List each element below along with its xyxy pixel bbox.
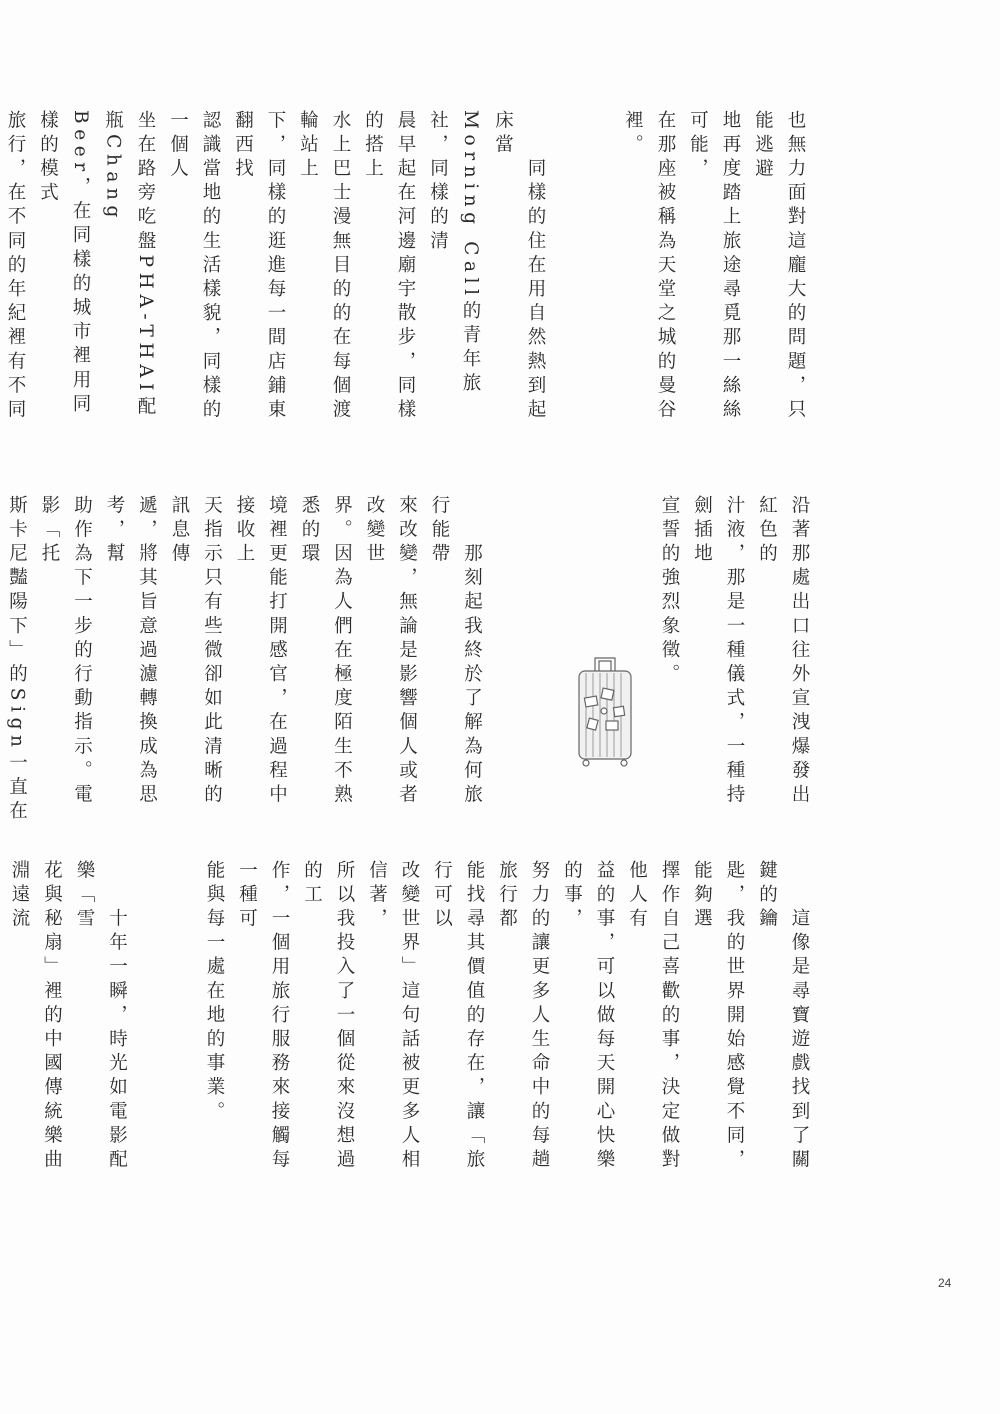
page-number: 24 [938,1276,952,1290]
paragraph: 同樣的住在用自然熱到起床當 Morning Call的青年旅社，同樣的清 晨早起在河邊廟宇散步，同樣的搭上 水上巴士漫無目的的在每個渡輪站上 下，同樣的逛進每一間店鋪東翻西找 認識當地的生活樣貌，同樣的一個人 坐在路旁吃盤PHA-THAI配瓶Chang Beer，在同樣的城市裡用同樣的模式 旅行，在不同的年紀裡有不同 [5,110,546,424]
paragraph: 那刻起我終於了解為何旅行能帶 來改變，無論是影響個人或者改變世 界。因為人們在極度陌生不熟悉的環 境裡更能打開感官，在過程中接收上 天指示只有些微卻如此清晰的訊息傳 遞，將其旨意過濾轉換成為思考，幫 助作為下一步的行動指示。電影「托 斯卡尼豔陽下」的Sign一直在 [6,495,483,825]
text-section-middle [6,495,880,825]
paragraph: 也無力面對這龐大的問題，只能逃避 地再度踏上旅途尋覓那一絲絲可能， 在那座被稱為天堂之城的曼谷裡。 [622,110,806,424]
text-section-bottom [9,860,880,1190]
text-section-top [5,110,876,440]
suitcase-illustration [576,655,634,769]
paragraph: 沿著那處出口往外宣洩爆發出紅色的 汁液，那是一種儀式，一種持劍插地 宣誓的強烈象徵。 [659,495,810,809]
paragraph: 這像是尋寶遊戲找到了關鍵的鑰 匙，我的世界開始感覺不同，能夠選 擇作自己喜歡的事，決定做對他人有 益的事，可以做每天開心快樂的事， 努力的讓更多人生命中的每趟旅行都 能找尋其價值的存在，讓「旅行可以 改變世界」這句話被更多人相信著， 所以我投入了一個從來沒想過的工 作，一個用旅行服務來接觸每一種可 能與每一處在地的事業。 [204,860,810,1174]
paragraph: 十年一瞬，時光如電影配樂「雪 花與秘扇」裡的中國傳統樂曲淵遠流 [9,860,128,1174]
